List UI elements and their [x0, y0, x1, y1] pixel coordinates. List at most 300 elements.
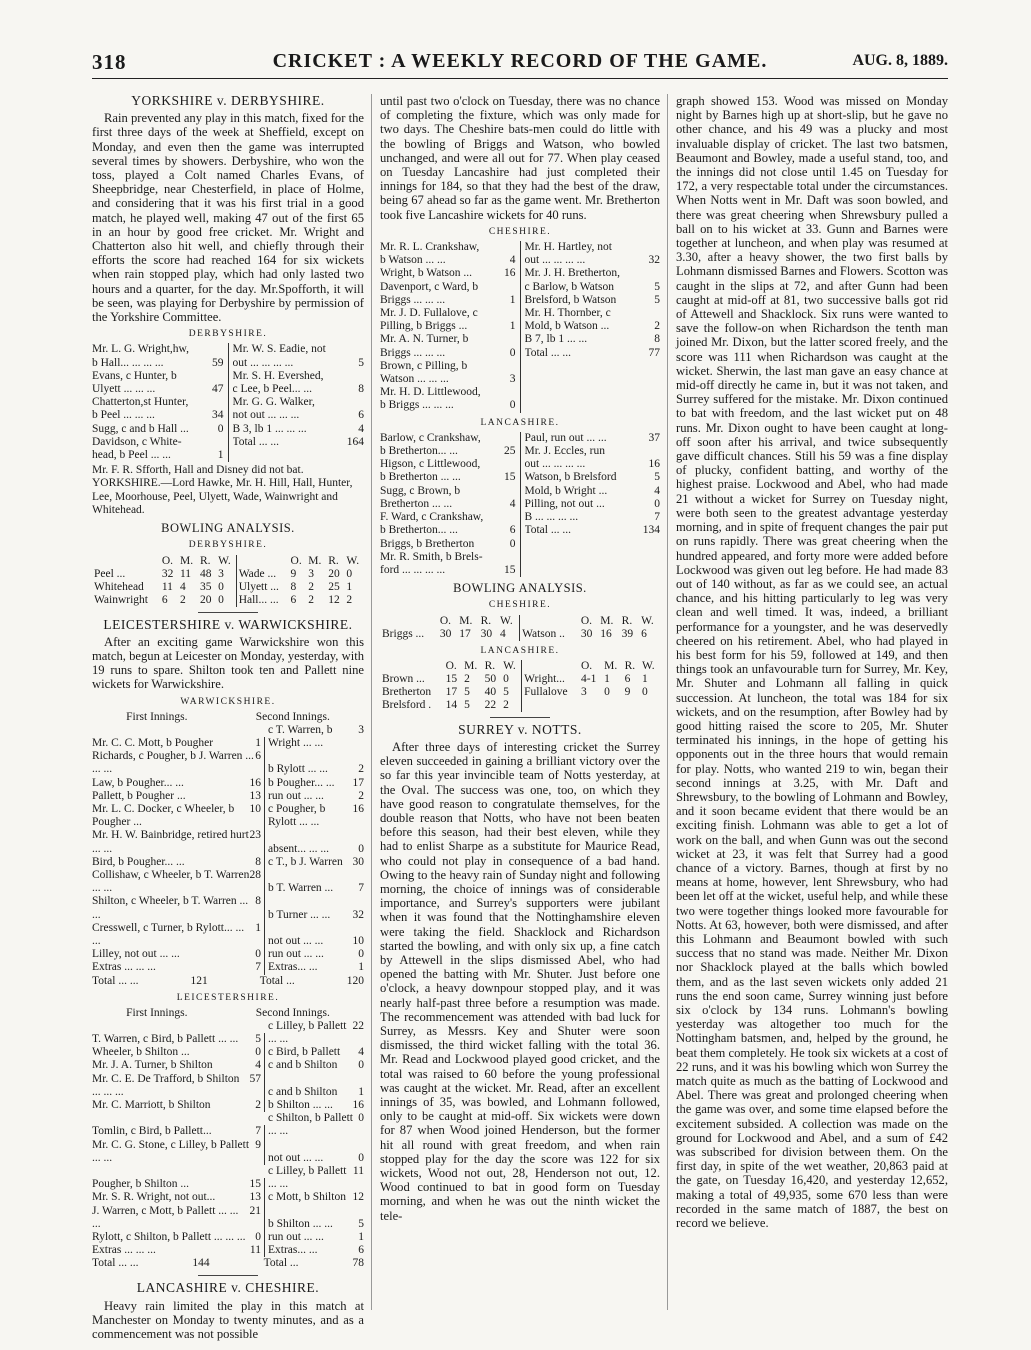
column-rule	[667, 94, 668, 1310]
bowling-cell	[640, 699, 660, 712]
batsman-line	[233, 396, 365, 409]
bowling-header-cell	[520, 615, 579, 628]
runs-value: 10	[249, 802, 261, 815]
bowling-header-cell	[92, 555, 160, 568]
runs-value: 21	[249, 1204, 261, 1217]
bowling-header-cell: W.	[216, 555, 236, 568]
bowling-cell: 32	[161, 567, 174, 580]
article-paragraph-continued: graph showed 153. Wood was missed on Monday night by Barnes high up at short-slip, but he gave no other chance, and his 49 was a plucky and most invaluable display of cricket. The last two batsmen, Beaumont and Bowley, made a useful stand, too, and the innings did not close until 1.45 on Tuesday for 172, a very respectable total under the circumstances. When Notts went in Mr. Daft was soon bowled, and there was great cheering when Shrewsbury pulled a ball on to his wicket at 33. Gunn and Barnes were together at luncheon, and when play was resumed at 3.30, after a heavy shower, the two first balls by Lohmann dismissed Barnes and Flowers. Scotton was caught in the slips at 72, and after Gunn had been caught at mid-off at 81, two successive balls got rid of Attewell and Shacklock. Six runs were wanted to save the follow-on when Richardson the tenth man joined Mr. Dixon, but the latter scored freely, and the score was 111 when Richardson was caught at the wicket. Sherwin, the last man gave an easy chance at mid-off directly he came in, but it was not taken, and Surrey suffered for the mistake. Mr. Dixon continued to bat with freedom, and the last wicket put on 48 runs. Mr. Dixon ought to have been caught at long-off soon after his arrival, and twice subsequently gave difficult chances. Still his 59 was a fine display of plucky, confident batting, and worthy of the highest praise. Lockwood and Abel, who had made 21 without a wicket for Surrey on Tuesday night, were both seen to the greatest advantage yesterday morning, and in spite of frequent changes the pair put on runs rapidly. There was great cheering when the hundred appeared, and forty more were added before Lockwood was given out leg before. He had made 83 out of 140 without, as far as we could see, an actual chance, and his hitting particularly to leg was very clean and well timed. It was, indeed, a brilliant performance for a youngster, and he was deservedly cheered on his retirement. Abel, who had played in his best form for his 59, followed at 149, and then things took an unfavourable turn for Surrey, Mr. Key, Mr. Shuter and Lohmann all falling in quick succession. At luncheon, the total was 184 for six wickets, and on the resumption, after Bowley had by good hitting raised the score to 205, Mr. Shuter terminated his innings, in the hope of getting his opponents out in the three hours that would remain for play. Notts, who wanted 219 to win, began their second innings at 3.25, with Mr. Daft and Shrewsbury, to the bowling of Lohmann and Bowley, and it soon became evident that there would be an exciting finish. Lohmann was able to get a lot of work on the ball, and when Gunn was out the second wicket at 23, it was felt that Surrey had a good chance of a victory. Barnes, though at first by no means at home, however, lent Shrewsbury, who had been let off at the wicket, useful help, and while these two were together things looked more favourable for Notts. At 63, however, both were dismissed, and after this Lohmann and Beaumont bowled with such success that no stand was made. Neither Mr. Dixon nor Shacklock played at the balls which bowled them, and as the last seven wickets only added 21 runs the end soon came, Surrey winning just before six o'clock by 134 runs. Lohmann's bowling yesterday was altogether too much for the Nottingham batsmen, and, helped by the ground, he beat them completely. He took six wickets at a cost of 22 runs, and it was his bowling which won Surrey the match quite as much as the batting of Lockwood and Abel. There was great and prolonged cheering when the game was over, and some time elapsed before the excitement subsided. A collection was made on the ground for Lockwood and Abel, and a sum of £42 was subscribed for division between them. On the first day, in spite of the wet weather, 20,863 paid at the gate, on Tuesday 16,420, and yesterday 12,652, making a total of 49,935, some 670 less than were recorded in the same match of 1887, the best on record we believe.	[676, 94, 948, 1231]
batsman-entry: F. Ward, c Crankshaw,	[380, 511, 484, 524]
runs-value	[361, 343, 364, 356]
batsman-line	[380, 347, 516, 360]
second-innings-cell	[265, 790, 364, 803]
batsman-entry: b Bretherton ... ...	[380, 471, 461, 484]
runs-value: 28	[249, 868, 261, 881]
batsman-line	[380, 432, 516, 445]
batsman-line	[525, 254, 661, 267]
bowling-cell: Whitehead	[94, 580, 144, 593]
runs-value: 0	[358, 1059, 364, 1072]
runs-value	[657, 445, 660, 458]
runs-value	[513, 281, 516, 294]
bowling-header-cell: M.	[604, 659, 618, 672]
column-rule	[371, 94, 372, 1310]
article-paragraph-continued: until past two o'clock on Tuesday, there was no chance of completing the fixture, which was only made for two days. The Cheshire bats-men could do little with the bowling of Briggs and Watson, who bowled unchanged, and were all out for 77. When play ceased on Tuesday Lancashire had just completed their innings for 184, so that they had the best of the draw, being 67 ahead so far as the game went. Mr. Bretherton took five Lancashire wickets for 40 runs.	[380, 94, 660, 222]
bowling-table	[92, 555, 364, 607]
bowling-cell: 35	[199, 580, 212, 593]
batsman-line	[92, 449, 224, 462]
innings-row	[92, 1059, 364, 1072]
bowling-header-cell: W.	[641, 614, 654, 627]
bowling-cell: 20	[199, 593, 212, 606]
first-innings-cell	[92, 922, 265, 948]
column-1	[92, 94, 364, 1341]
batsman-line	[92, 343, 224, 356]
runs-value: 2	[358, 789, 364, 802]
batsman-entry: Mr. C. Marriott, b Shilton	[92, 1099, 211, 1111]
first-innings-label: First Innings.	[126, 1006, 188, 1019]
batsman-line	[380, 281, 516, 294]
innings-row	[92, 948, 364, 961]
second-innings-cell	[265, 1112, 364, 1138]
innings-row	[92, 1046, 364, 1059]
runs-value: 11	[352, 1165, 364, 1178]
bowling-subheading: LANCASHIRE.	[480, 645, 560, 656]
runs-value: 1	[217, 449, 224, 462]
bowling-header-cell: O.	[445, 659, 457, 672]
bowling-cell: Wade ...	[238, 567, 277, 580]
bowling-cell: 6	[161, 593, 168, 606]
runs-value: 1	[358, 1085, 364, 1098]
bowling-cell: 6	[624, 672, 631, 685]
runs-value	[657, 267, 660, 280]
runs-value: 2	[255, 1099, 261, 1111]
runs-value: 3	[358, 723, 364, 736]
batsman-entry: Mr. H. Thornber, c	[524, 307, 611, 320]
first-innings-cell	[92, 856, 265, 869]
innings-row	[92, 856, 364, 869]
batsman-line	[380, 564, 516, 577]
total-value: 120	[346, 974, 364, 987]
first-innings-cell	[92, 1231, 265, 1244]
runs-value: 16	[352, 1099, 364, 1111]
second-innings-cell	[265, 1020, 364, 1046]
batsman-entry: Briggs, b Bretherton	[380, 537, 475, 550]
batsman-entry: Mr. R. L. Crankshaw,	[380, 241, 480, 254]
second-innings-label: Second Innings.	[255, 710, 330, 723]
batsman-entry: b Peel ... ... ...	[92, 409, 155, 422]
batsman-entry: b Briggs ... ... ...	[380, 399, 454, 412]
second-innings-cell	[265, 803, 364, 829]
innings-row	[92, 1020, 364, 1046]
runs-value	[513, 333, 516, 346]
runs-value: 59	[212, 356, 224, 369]
total-label: Total ... ...	[92, 1257, 139, 1270]
batsman-entry: out ... ... ... ...	[524, 254, 586, 267]
second-innings-cell	[265, 777, 364, 790]
runs-value: 0	[255, 1046, 261, 1059]
batsman-entry: Mr. R. Smith, b Brels-	[380, 550, 483, 563]
batsman-line	[525, 524, 661, 537]
team-subheading: DERBYSHIRE.	[188, 329, 268, 340]
bowling-header-cell: M.	[600, 614, 614, 627]
bowling-header-cell: O.	[290, 554, 302, 567]
runs-value: 17	[352, 776, 364, 789]
runs-value: 0	[358, 948, 364, 961]
runs-value: 6	[358, 1244, 364, 1257]
bowling-cell: 1	[604, 672, 610, 685]
second-innings-cell	[265, 1218, 364, 1231]
first-innings-cell	[92, 1073, 265, 1099]
article-heading: LANCASHIRE v. CHESHIRE.	[136, 1280, 320, 1296]
first-innings-cell	[92, 1205, 265, 1231]
bowling-header-cell: M.	[459, 614, 473, 627]
batsman-entry: Paul, run out ... ...	[524, 431, 607, 444]
bowling-row	[92, 594, 364, 607]
runs-value: 16	[648, 458, 660, 471]
batsman-entry: not out ... ...	[268, 1151, 324, 1164]
batsman-entry: Mr. L. C. Docker, c Wheeler, b Pougher ...	[92, 802, 235, 829]
runs-value: 15	[249, 1178, 261, 1191]
batsman-entry: Brelsford, b Watson	[524, 293, 617, 306]
batsman-entry: Mr. H. Hartley, not	[524, 241, 612, 254]
bowling-header-cell: R.	[621, 614, 633, 627]
batsman-entry: b Bretherton... ...	[380, 524, 458, 537]
batsman-line	[380, 386, 516, 399]
batsman-entry: Mr. G. G. Walker,	[232, 396, 315, 409]
batsman-entry: Mr. H. D. Littlewood,	[380, 386, 481, 399]
bowling-header-cell: M.	[464, 659, 478, 672]
batsman-entry: Mr. A. N. Turner, b	[380, 333, 469, 346]
batsman-entry: Richards, c Pougher, b J. Warren ... ... ...	[92, 750, 254, 776]
innings-row	[92, 1112, 364, 1138]
total-label: Total ... ...	[92, 974, 139, 987]
batsman-entry: c Barlow, b Watson	[524, 280, 614, 293]
batsman-entry: Mr. J. Eccles, run	[524, 445, 605, 458]
issue-date: AUG. 8, 1889.	[852, 52, 948, 69]
batsman-line	[92, 409, 224, 422]
bowling-table	[380, 660, 660, 712]
batsman-line	[380, 254, 516, 267]
runs-value	[513, 511, 516, 524]
batsman-entry: Pilling, b Briggs ...	[380, 320, 468, 333]
bowling-cell: 2	[179, 593, 186, 606]
bowling-cell: 0	[604, 685, 610, 698]
batsman-entry: Watson ... ... ...	[380, 373, 449, 386]
bowling-cell: 12	[328, 593, 340, 606]
runs-value: 4	[509, 254, 516, 267]
innings-row	[92, 803, 364, 829]
bowling-cell: 17	[459, 627, 471, 640]
team-subheading: LANCASHIRE.	[480, 417, 560, 428]
runs-value	[657, 307, 660, 320]
bowling-cell: 15	[445, 672, 458, 685]
runs-value: 11	[249, 1244, 261, 1257]
batsman-line	[380, 399, 516, 412]
bowling-cell: 0	[641, 685, 648, 698]
batsman-entry: Barlow, c Crankshaw,	[380, 431, 481, 444]
batsman-entry: c Bird, b Pallett	[268, 1046, 341, 1059]
batsman-entry: Law, b Pougher... ...	[92, 776, 184, 789]
batsman-entry: Rylott, c Shilton, b Pallett ... ... ...	[92, 1231, 246, 1244]
batsman-entry: c Pougher, b Rylott ... ...	[268, 802, 326, 829]
bowling-cell: 17	[445, 685, 458, 698]
runs-value: 25	[504, 445, 516, 458]
batsman-line	[92, 370, 224, 383]
runs-value: 7	[255, 961, 261, 974]
bowling-header-cell: W.	[346, 554, 360, 567]
runs-value: 2	[654, 320, 660, 333]
bowling-subheading: CHESHIRE.	[488, 600, 552, 611]
second-innings-cell	[265, 935, 364, 948]
bowling-header-cell: R.	[328, 554, 339, 567]
batsman-entry: Mold, b Wright ...	[524, 484, 608, 497]
bowling-subheading: DERBYSHIRE.	[188, 540, 268, 551]
runs-value: 9	[255, 1138, 261, 1151]
batsman-entry: Mr. C. C. Mott, b Pougher	[92, 736, 214, 749]
batsman-entry: b Turner ... ...	[268, 908, 331, 921]
bowling-cell: 20	[328, 567, 340, 580]
bowling-cell	[522, 699, 579, 712]
runs-value: 13	[249, 1191, 261, 1204]
runs-value	[221, 396, 224, 409]
batsman-entry: Total ... ...	[524, 346, 571, 359]
batsman-line	[380, 360, 516, 373]
bowling-header-cell: R.	[199, 554, 211, 567]
bowling-row	[380, 699, 660, 712]
page-number: 318	[92, 50, 127, 74]
second-innings-cell	[265, 948, 364, 961]
runs-value	[513, 485, 516, 498]
batsman-line	[233, 357, 365, 370]
first-innings-cell	[92, 1178, 265, 1191]
divider	[490, 717, 550, 718]
bowling-header-row	[380, 615, 660, 628]
bowling-cell: 11	[161, 580, 173, 593]
batsman-entry: Evans, c Hunter, b	[92, 369, 177, 382]
innings-row	[92, 1099, 364, 1112]
runs-value: 22	[352, 1019, 364, 1032]
innings-row	[92, 1073, 364, 1099]
team-subheading: LEICESTERSHIRE.	[176, 992, 280, 1003]
scorecard	[92, 343, 364, 462]
batsman-entry: Watson, b Brelsford	[524, 471, 617, 484]
runs-value: 4	[358, 1046, 364, 1059]
bowling-table	[380, 615, 660, 641]
runs-value	[513, 458, 516, 471]
bowling-cell: 30	[480, 627, 493, 640]
runs-value: 0	[509, 346, 516, 359]
bowling-cell: 22	[484, 698, 497, 711]
bowling-heading: BOWLING ANALYSIS.	[161, 521, 295, 536]
runs-value: 16	[504, 267, 516, 280]
bowling-cell: 9	[624, 685, 631, 698]
runs-value: 8	[255, 895, 261, 908]
innings-row	[92, 1205, 364, 1231]
batsman-entry: Brown, c Pilling, b	[380, 359, 468, 372]
scorecard-right	[521, 432, 661, 577]
batsman-entry: Mr. S. H. Evershed,	[232, 369, 324, 382]
bowling-header-row	[380, 660, 660, 673]
first-innings-cell	[92, 948, 265, 961]
batsman-entry: B 7, lb 1 ... ...	[524, 333, 588, 346]
batsman-entry: Sugg, c and b Hall ...	[92, 422, 189, 435]
bowling-header-cell: R.	[484, 659, 496, 672]
batsman-entry: Bretherton ... ...	[380, 497, 453, 510]
batsman-entry: Mr. C. G. Stone, c Lilley, b Pallett ... ...	[92, 1138, 250, 1164]
batsman-line	[525, 458, 661, 471]
runs-value: 5	[654, 293, 660, 306]
bowling-cell: 0	[501, 673, 522, 686]
innings-row	[92, 1231, 364, 1244]
batsman-line	[380, 551, 516, 564]
runs-value	[221, 343, 224, 356]
bowling-cell: 39	[621, 627, 634, 640]
bowling-cell: 30	[580, 627, 593, 640]
article-paragraph: Heavy rain limited the play in this match at Manchester on Monday to twenty minutes, and as a commencement was not possible	[92, 1298, 364, 1342]
batsman-line	[380, 373, 516, 386]
page-header	[92, 46, 948, 79]
runs-value	[361, 370, 364, 383]
first-innings-cell	[92, 869, 265, 895]
bowling-cell: 2	[501, 699, 522, 712]
bowling-cell: 14	[445, 698, 458, 711]
batsman-entry: c Mott, b Shilton	[268, 1191, 346, 1204]
batsman-line	[525, 333, 661, 346]
first-innings-cell	[92, 777, 265, 790]
runs-value: 0	[509, 399, 516, 412]
innings-header	[92, 711, 364, 724]
runs-value: 77	[648, 346, 660, 359]
batsman-line	[380, 333, 516, 346]
batsman-entry: Wheeler, b Shilton ...	[92, 1046, 190, 1059]
scorecard-left	[92, 343, 229, 462]
first-innings-cell	[92, 961, 265, 974]
first-innings-cell	[92, 737, 265, 750]
innings-row	[92, 829, 364, 855]
bowling-cell: 0	[216, 594, 236, 607]
scorecard	[380, 432, 660, 577]
bowling-cell: 3	[581, 685, 587, 698]
batsman-entry: c Lee, b Peel... ...	[232, 383, 313, 396]
bowling-header-cell: W.	[641, 659, 655, 672]
batsman-line	[233, 436, 365, 449]
runs-value: 34	[212, 409, 224, 422]
runs-value: 1	[255, 736, 261, 749]
batsman-line	[525, 471, 661, 484]
batsman-entry: Sugg, c Brown, b	[380, 484, 461, 497]
runs-value: 15	[504, 563, 516, 576]
divider	[198, 1275, 258, 1276]
scorecard	[380, 241, 660, 413]
bowling-cell: 25	[328, 580, 340, 593]
bowling-cell: 4-1	[581, 672, 597, 685]
runs-value: 1	[358, 961, 364, 974]
bowling-header-cell: O.	[580, 614, 593, 627]
batsman-entry: b T. Warren ...	[268, 882, 334, 895]
batsman-entry: Tomlin, c Bird, b Pallett...	[92, 1125, 212, 1138]
innings-row	[92, 750, 364, 776]
second-innings-cell	[265, 1059, 364, 1072]
runs-value	[657, 241, 660, 254]
batsman-line	[380, 307, 516, 320]
total-label: Total ...	[259, 974, 295, 987]
first-innings-cell	[92, 750, 265, 776]
batsman-line	[233, 370, 365, 383]
batsman-line	[92, 357, 224, 370]
runs-value: 8	[255, 855, 261, 868]
article-paragraph: Rain prevented any play in this match, fixed for the first three days of the week at Sheffield, except on Monday, and even then the game was interrupted several times by showers. Derbyshire, who won the toss, played a Colt named Charles Evans, of Sheepbridge, near Chesterfield, in place of Holme, and considering that it was his first trial in a good match, he played well, making 47 out of the first 65 in an hour by good free cricket. Mr. Wright and Chatterton also hit well, and chiefly through their efforts the score had reached 164 for six wickets when rain stopped play, which had only lasted two hours and a quarter, for the day. Mr.Spofforth, it will be seen, was playing for Derbyshire by permission of the Yorkshire Committee.	[92, 111, 364, 325]
batsman-line	[380, 241, 516, 254]
runs-value: 5	[255, 1032, 261, 1045]
batsman-line	[525, 498, 661, 511]
second-innings-cell	[265, 1165, 364, 1191]
batsman-line	[380, 294, 516, 307]
batsman-entry: Chatterton,st Hunter,	[92, 396, 189, 409]
first-innings-cell	[92, 1099, 265, 1112]
batsman-line	[525, 511, 661, 524]
bowling-cell: Bretherton	[382, 685, 432, 698]
bowling-header-cell: O.	[439, 614, 451, 627]
bowling-cell: 6	[641, 627, 647, 640]
batsman-entry: b Shilton ... ...	[268, 1217, 333, 1230]
first-innings-cell	[92, 790, 265, 803]
first-innings-cell	[92, 1244, 265, 1257]
article-paragraph: After an exciting game Warwickshire won this match, begun at Leicester on Monday, yesterday, with 19 runs to spare. Shilton took ten and Pallett nine wickets for Warwickshire.	[92, 634, 364, 692]
batsman-entry: Mr. J. H. Bretherton,	[524, 267, 621, 280]
bowling-cell: 6	[290, 593, 297, 606]
runs-value: 1	[358, 1231, 364, 1244]
batsman-entry: Cresswell, c Turner, b Rylott... ... ...	[92, 921, 245, 947]
batsman-entry: run out ... ...	[268, 789, 324, 802]
bowling-cell: 4	[179, 580, 186, 593]
innings-total	[92, 1257, 364, 1270]
batsman-line	[525, 445, 661, 458]
batsman-entry: b Bretherton... ...	[380, 445, 458, 458]
batsman-entry: Mr. H. W. Bainbridge, retired hurt ... ...	[92, 829, 249, 855]
batsman-entry: c T., b J. Warren	[268, 855, 343, 868]
bowling-cell: Peel ...	[94, 567, 126, 580]
batsman-entry: Davenport, c Ward, b	[380, 280, 479, 293]
scorecard-right	[521, 241, 661, 413]
batsman-entry: not out ... ... ...	[232, 409, 300, 422]
batsman-line	[525, 294, 661, 307]
batsman-entry: Mold, b Watson ...	[524, 320, 610, 333]
runs-value: 16	[352, 802, 364, 815]
batsman-entry: c Shilton, b Pallett ... ...	[268, 1112, 353, 1138]
bowling-cell	[623, 699, 640, 712]
innings-row	[92, 895, 364, 921]
runs-value: 8	[654, 333, 660, 346]
runs-value	[513, 432, 516, 445]
bowling-row	[92, 568, 364, 581]
divider	[198, 612, 258, 613]
article-heading: YORKSHIRE v. DERBYSHIRE.	[131, 93, 325, 108]
runs-value: 4	[654, 484, 660, 497]
runs-value: 7	[255, 1125, 261, 1138]
second-innings-label: Second Innings.	[255, 1006, 330, 1019]
article-heading: SURREY v. NOTTS.	[458, 721, 582, 737]
runs-value	[221, 370, 224, 383]
runs-value: 57	[249, 1072, 261, 1085]
runs-value: 0	[217, 422, 224, 435]
bowling-cell: 0	[346, 567, 353, 580]
article-heading: LEICESTERSHIRE v. WARWICKSHIRE.	[103, 616, 353, 632]
second-innings-cell	[265, 1046, 364, 1059]
batsman-entry: b Watson ... ...	[380, 254, 446, 267]
batsman-entry: c Lilley, b Pallett ... ...	[268, 1165, 347, 1191]
column-2	[380, 94, 660, 1223]
batsman-entry: b Shilton ... ...	[268, 1099, 333, 1111]
